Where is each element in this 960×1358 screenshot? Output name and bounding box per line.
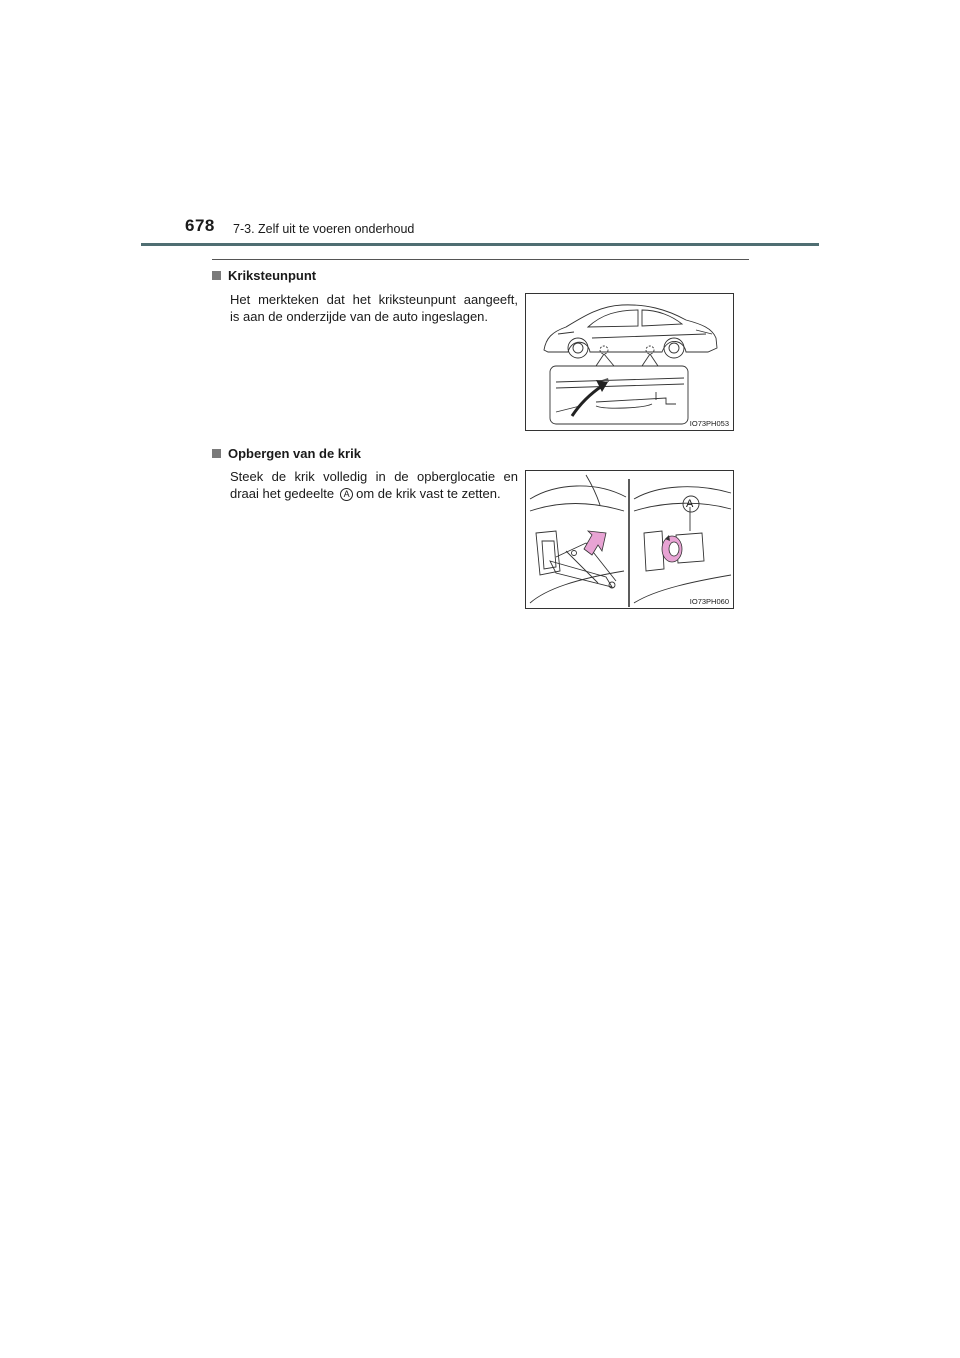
subheading-text: Opbergen van de krik xyxy=(228,446,361,461)
car-side-illustration xyxy=(526,294,733,430)
figure-code: IO73PH053 xyxy=(689,419,729,428)
content-divider xyxy=(212,259,749,260)
subheading-text: Kriksteunpunt xyxy=(228,268,317,283)
paragraph-opbergen xyxy=(230,468,518,502)
subheading-opbergen xyxy=(212,446,361,461)
figure-code: IO73PH060 xyxy=(689,597,729,606)
callout-marker: A xyxy=(340,488,353,501)
header-rule xyxy=(141,243,819,246)
paragraph-line: Het merkteken dat het kriksteunpunt aangeeft, xyxy=(230,292,518,307)
section-title: 7-3. Zelf uit te voeren onderhoud xyxy=(233,222,415,236)
figure-jack-storage xyxy=(525,470,734,609)
paragraph-line: is aan de onderzijde van de auto ingeslagen. xyxy=(230,309,489,324)
figure-callout-label: A xyxy=(686,498,694,510)
figure-jack-point xyxy=(525,293,734,431)
paragraph-text: draai het gedeelte xyxy=(230,486,335,501)
paragraph-line xyxy=(230,485,518,502)
square-bullet-icon xyxy=(212,271,221,280)
paragraph-text: om de krik vast te zetten. xyxy=(356,486,501,501)
paragraph-line: Steek de krik volledig in de opberglocatie en xyxy=(230,469,518,484)
jack-storage-illustration xyxy=(526,471,733,608)
page-number: 678 xyxy=(185,216,215,235)
paragraph-kriksteunpunt xyxy=(230,291,518,325)
square-bullet-icon xyxy=(212,449,221,458)
subheading-kriksteunpunt xyxy=(212,268,316,283)
